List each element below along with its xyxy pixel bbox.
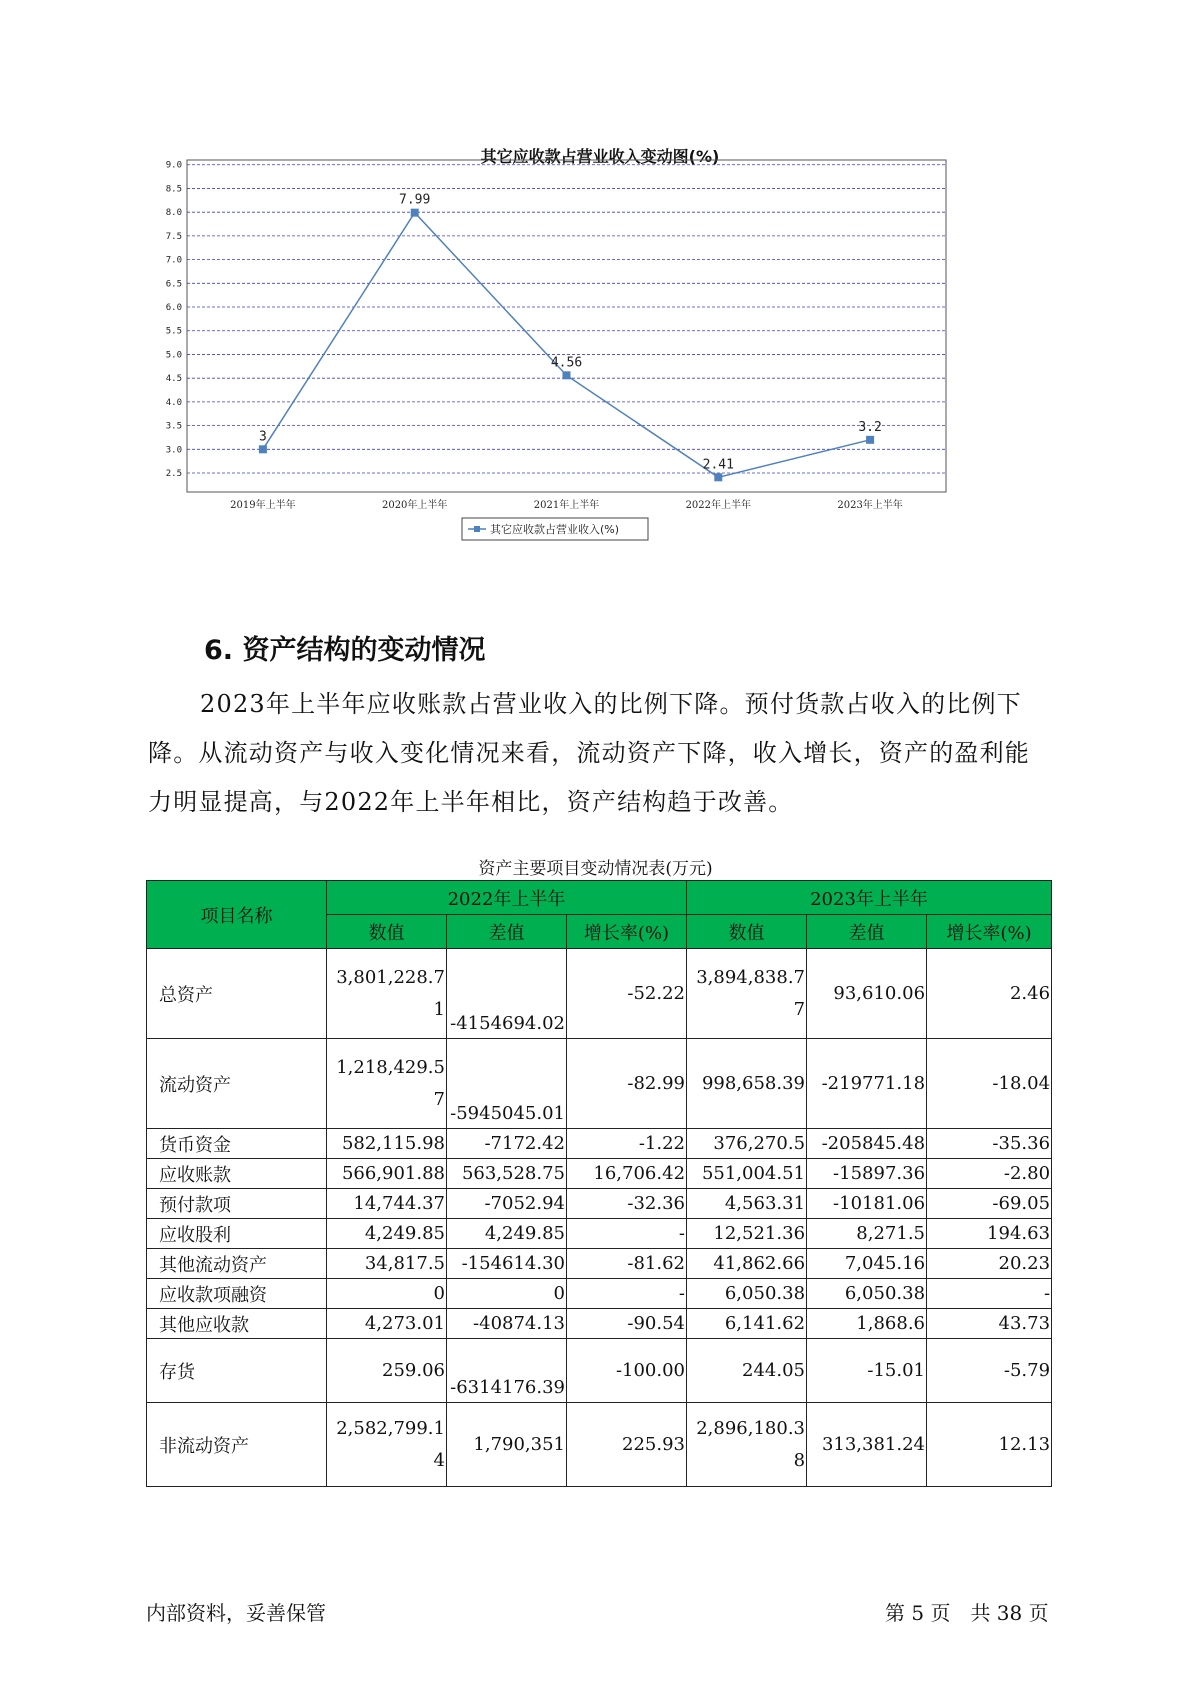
row-label: 应收股利: [147, 1219, 327, 1249]
legend-marker: [474, 526, 480, 532]
table-cell: -82.99: [567, 1039, 687, 1129]
table-row: [147, 1189, 1052, 1219]
data-label: 3.2: [858, 419, 882, 435]
y-tick-label: 7.0: [165, 255, 182, 266]
table-cell: -40874.13: [447, 1309, 567, 1339]
y-tick-label: 8.0: [165, 208, 182, 219]
table-cell: 8,271.5: [807, 1219, 927, 1249]
row-label: 应收账款: [147, 1159, 327, 1189]
y-tick-label: 7.5: [165, 231, 182, 242]
table-cell: -100.00: [567, 1339, 687, 1403]
table-cell: 2.46: [927, 949, 1052, 1039]
table-cell: 1,868.6: [807, 1309, 927, 1339]
table-cell: 1,790,351: [447, 1403, 567, 1487]
data-point: [411, 209, 419, 217]
table-row: [147, 1339, 1052, 1403]
table-cell: 563,528.75: [447, 1159, 567, 1189]
table-cell: 93,610.06: [807, 949, 927, 1039]
table-cell: -32.36: [567, 1189, 687, 1219]
assets-table: [146, 880, 1052, 1487]
table-cell: 259.06: [327, 1339, 447, 1403]
table-cell: 16,706.42: [567, 1159, 687, 1189]
table-cell: 12,521.36: [687, 1219, 807, 1249]
table-row: [147, 1129, 1052, 1159]
chart-title: 其它应收款占营业收入变动图(%): [480, 147, 720, 166]
table-cell: -4154694.02: [447, 949, 567, 1039]
line-chart: [160, 140, 1040, 600]
table-cell: 2,896,180.38: [687, 1403, 807, 1487]
table-cell: -10181.06: [807, 1189, 927, 1219]
table-cell: 6,050.38: [687, 1279, 807, 1309]
x-tick-label: 2022年上半年: [685, 500, 752, 511]
series-line: [263, 213, 870, 478]
table-cell: -154614.30: [447, 1249, 567, 1279]
data-point: [714, 473, 722, 481]
x-tick-label: 2023年上半年: [837, 500, 903, 511]
table-cell: -: [567, 1219, 687, 1249]
header-col: 差值: [807, 915, 927, 949]
table-cell: 313,381.24: [807, 1403, 927, 1487]
x-tick-label: 2019年上半年: [230, 500, 296, 511]
y-tick-label: 3.5: [165, 421, 182, 432]
table-cell: 12.13: [927, 1403, 1052, 1487]
table-cell: 376,270.5: [687, 1129, 807, 1159]
table-row: [147, 1219, 1052, 1249]
header-col: 数值: [327, 915, 447, 949]
table-cell: 0: [447, 1279, 567, 1309]
y-tick-label: 9.0: [165, 160, 182, 171]
table-cell: -18.04: [927, 1039, 1052, 1129]
row-label: 非流动资产: [147, 1403, 327, 1487]
y-tick-label: 4.5: [165, 374, 182, 385]
table-cell: 6,050.38: [807, 1279, 927, 1309]
data-label: 3: [258, 429, 267, 445]
header-col: 数值: [687, 915, 807, 949]
row-label: 其他应收款: [147, 1309, 327, 1339]
x-tick-label: 2020年上半年: [381, 500, 448, 511]
table-cell: 1,218,429.57: [327, 1039, 447, 1129]
chart-canvas: [160, 140, 1040, 600]
table-cell: -81.62: [567, 1249, 687, 1279]
table-cell: -2.80: [927, 1159, 1052, 1189]
table-cell: -69.05: [927, 1189, 1052, 1219]
row-label: 流动资产: [147, 1039, 327, 1129]
table-cell: -90.54: [567, 1309, 687, 1339]
table-cell: 4,563.31: [687, 1189, 807, 1219]
y-tick-label: 6.0: [165, 303, 182, 314]
data-label: 7.99: [399, 192, 431, 208]
table-cell: 6,141.62: [687, 1309, 807, 1339]
table-cell: 7,045.16: [807, 1249, 927, 1279]
table-cell: 551,004.51: [687, 1159, 807, 1189]
plot-area: [187, 160, 946, 492]
data-point: [866, 436, 874, 444]
header-item-name: 项目名称: [147, 881, 327, 949]
data-label: 4.56: [550, 355, 583, 371]
table-cell: -52.22: [567, 949, 687, 1039]
table-row: [147, 1403, 1052, 1487]
table-cell: 2,582,799.14: [327, 1403, 447, 1487]
table-cell: 998,658.39: [687, 1039, 807, 1129]
table-cell: -35.36: [927, 1129, 1052, 1159]
table-cell: 194.63: [927, 1219, 1052, 1249]
table-cell: -5945045.01: [447, 1039, 567, 1129]
data-point: [259, 445, 267, 453]
header-col: 增长率(%): [927, 915, 1052, 949]
table-cell: -: [567, 1279, 687, 1309]
y-tick-label: 2.5: [165, 469, 182, 480]
table-cell: 4,273.01: [327, 1309, 447, 1339]
header-col: 差值: [447, 915, 567, 949]
table-row: [147, 949, 1052, 1039]
table-cell: -5.79: [927, 1339, 1052, 1403]
y-tick-label: 8.5: [165, 184, 182, 195]
row-label: 应收款项融资: [147, 1279, 327, 1309]
row-label: 其他流动资产: [147, 1249, 327, 1279]
header-period-2023: 2023年上半年: [687, 881, 1052, 915]
table-cell: 43.73: [927, 1309, 1052, 1339]
table-cell: -7052.94: [447, 1189, 567, 1219]
footer-confidential: 内部资料，妥善保管: [146, 1601, 326, 1625]
table-cell: -15.01: [807, 1339, 927, 1403]
table-row: [147, 1249, 1052, 1279]
header-col: 增长率(%): [567, 915, 687, 949]
table-cell: 4,249.85: [327, 1219, 447, 1249]
table-cell: 566,901.88: [327, 1159, 447, 1189]
row-label: 总资产: [147, 949, 327, 1039]
row-label: 货币资金: [147, 1129, 327, 1159]
table-cell: -15897.36: [807, 1159, 927, 1189]
table-cell: -6314176.39: [447, 1339, 567, 1403]
table-cell: 3,894,838.77: [687, 949, 807, 1039]
data-label: 2.41: [702, 457, 734, 473]
table-row: [147, 1309, 1052, 1339]
table-cell: -: [927, 1279, 1052, 1309]
table-cell: -219771.18: [807, 1039, 927, 1129]
y-tick-label: 3.0: [165, 445, 182, 456]
y-tick-label: 5.0: [165, 350, 182, 361]
y-tick-label: 6.5: [165, 279, 182, 290]
table-cell: 4,249.85: [447, 1219, 567, 1249]
data-point: [563, 371, 571, 379]
y-tick-label: 4.0: [165, 397, 182, 408]
section-heading: 6. 资产结构的变动情况: [204, 635, 486, 666]
section-paragraph: 2023年上半年应收账款占营业收入的比例下降。预付货款占收入的比例下降。从流动资产与收入变化情况来看，流动资产下降，收入增长，资产的盈利能力明显提高，与2022年上半年相比，资产结构趋于改善。: [148, 690, 1030, 816]
table-cell: 0: [327, 1279, 447, 1309]
table-cell: 41,862.66: [687, 1249, 807, 1279]
row-label: 预付款项: [147, 1189, 327, 1219]
table-cell: -7172.42: [447, 1129, 567, 1159]
table-cell: 14,744.37: [327, 1189, 447, 1219]
table-row: [147, 1279, 1052, 1309]
table-caption: 资产主要项目变动情况表(万元): [478, 859, 713, 879]
table-row: [147, 1039, 1052, 1129]
table-cell: 225.93: [567, 1403, 687, 1487]
table-body: [147, 949, 1052, 1487]
header-period-2022: 2022年上半年: [327, 881, 687, 915]
table-cell: -205845.48: [807, 1129, 927, 1159]
table-row: [147, 1159, 1052, 1189]
row-label: 存货: [147, 1339, 327, 1403]
table-cell: 34,817.5: [327, 1249, 447, 1279]
table-cell: 3,801,228.71: [327, 949, 447, 1039]
table-cell: 244.05: [687, 1339, 807, 1403]
y-tick-label: 5.5: [165, 326, 182, 337]
table-cell: -1.22: [567, 1129, 687, 1159]
x-tick-label: 2021年上半年: [533, 500, 600, 511]
footer-page-number: 第 5 页 共 38 页: [885, 1601, 1049, 1625]
table-cell: 20.23: [927, 1249, 1052, 1279]
legend-label: 其它应收款占营业收入(%): [490, 523, 620, 536]
table-cell: 582,115.98: [327, 1129, 447, 1159]
